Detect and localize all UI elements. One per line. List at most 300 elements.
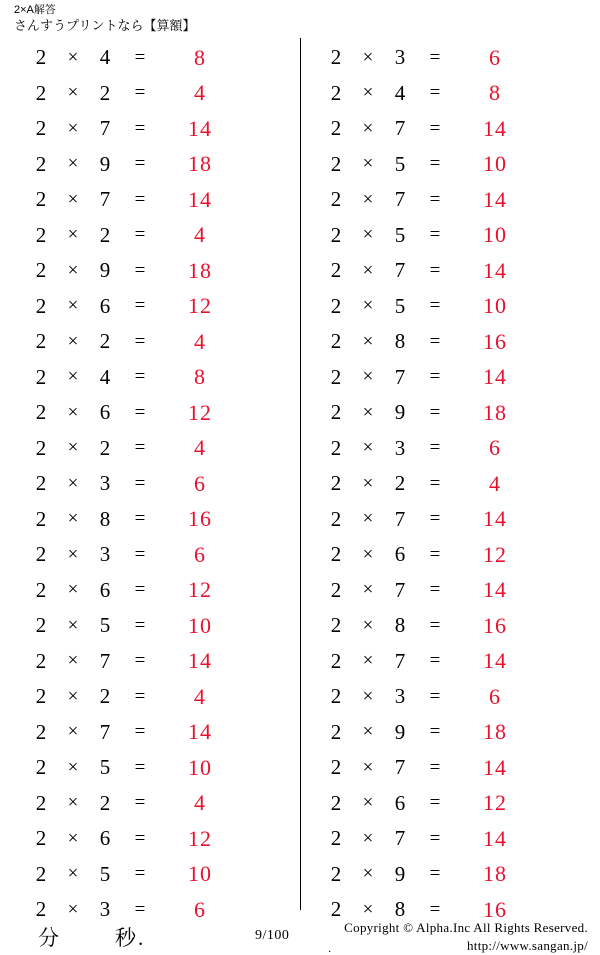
multiply-icon: × (67, 472, 79, 494)
problem-row (0, 715, 300, 751)
operand-b: 7 (394, 116, 406, 141)
operand-b: 3 (99, 471, 111, 496)
multiply-icon: × (362, 898, 374, 920)
equals-icon: = (429, 756, 441, 778)
equals-icon: = (429, 792, 441, 814)
multiply-icon: × (362, 295, 374, 317)
multiply-icon: × (67, 543, 79, 565)
multiply-icon: × (67, 650, 79, 672)
multiply-icon: × (67, 330, 79, 352)
problem-row (301, 253, 600, 289)
equals-icon: = (134, 827, 146, 849)
problem-columns (0, 38, 600, 922)
problem-row (301, 821, 600, 857)
operand-b: 4 (394, 80, 406, 105)
answer-value: 10 (188, 861, 212, 887)
operand-b: 3 (394, 435, 406, 460)
multiply-icon: × (67, 153, 79, 175)
operand-b: 2 (99, 222, 111, 247)
equals-icon: = (429, 543, 441, 565)
operand-a: 2 (35, 755, 47, 780)
multiply-icon: × (362, 792, 374, 814)
operand-b: 8 (394, 897, 406, 922)
operand-b: 4 (99, 45, 111, 70)
answer-value: 6 (194, 541, 206, 567)
answer-value: 14 (483, 186, 507, 212)
operand-a: 2 (330, 648, 342, 673)
answer-value: 4 (194, 435, 206, 461)
problem-row (0, 324, 300, 360)
operand-a: 2 (35, 613, 47, 638)
operand-a: 2 (35, 826, 47, 851)
equals-icon: = (429, 224, 441, 246)
multiply-icon: × (362, 259, 374, 281)
equals-icon: = (429, 508, 441, 530)
operand-a: 2 (330, 329, 342, 354)
equals-icon: = (134, 295, 146, 317)
multiply-icon: × (362, 863, 374, 885)
equals-icon: = (134, 792, 146, 814)
multiply-icon: × (362, 330, 374, 352)
operand-a: 2 (35, 116, 47, 141)
multiply-icon: × (67, 721, 79, 743)
multiply-icon: × (362, 366, 374, 388)
operand-a: 2 (330, 684, 342, 709)
operand-a: 2 (330, 116, 342, 141)
operand-b: 2 (99, 80, 111, 105)
equals-icon: = (429, 863, 441, 885)
problem-row (301, 111, 600, 147)
multiply-icon: × (362, 46, 374, 68)
answer-value: 14 (483, 577, 507, 603)
problem-row (301, 715, 600, 751)
problem-row (301, 679, 600, 715)
problem-row (0, 821, 300, 857)
answer-value: 4 (194, 222, 206, 248)
operand-a: 2 (330, 471, 342, 496)
operand-b: 9 (394, 400, 406, 425)
equals-icon: = (134, 614, 146, 636)
equals-icon: = (429, 188, 441, 210)
operand-b: 7 (394, 755, 406, 780)
answer-value: 6 (489, 683, 501, 709)
multiply-icon: × (67, 188, 79, 210)
equals-icon: = (134, 366, 146, 388)
problem-row (301, 608, 600, 644)
operand-a: 2 (35, 861, 47, 886)
equals-icon: = (134, 685, 146, 707)
minutes-label: 分 (38, 926, 61, 950)
operand-b: 2 (99, 684, 111, 709)
equals-icon: = (134, 721, 146, 743)
multiply-icon: × (362, 721, 374, 743)
operand-a: 2 (330, 293, 342, 318)
answer-value: 18 (483, 719, 507, 745)
problem-row (0, 466, 300, 502)
multiply-icon: × (67, 82, 79, 104)
equals-icon: = (134, 46, 146, 68)
answer-value: 14 (483, 115, 507, 141)
problem-row (301, 76, 600, 112)
problem-row (301, 786, 600, 822)
operand-b: 7 (394, 506, 406, 531)
operand-a: 2 (35, 364, 47, 389)
header-subtitle: さんすうプリントなら【算額】 (14, 18, 196, 33)
answer-value: 16 (483, 896, 507, 922)
problem-row (0, 573, 300, 609)
multiply-icon: × (362, 579, 374, 601)
time-record (38, 922, 228, 952)
equals-icon: = (134, 472, 146, 494)
multiply-icon: × (362, 827, 374, 849)
answer-value: 10 (188, 754, 212, 780)
answer-value: 16 (483, 328, 507, 354)
equals-icon: = (429, 685, 441, 707)
operand-b: 3 (99, 897, 111, 922)
problem-row (0, 111, 300, 147)
problem-row (301, 395, 600, 431)
multiply-icon: × (362, 685, 374, 707)
operand-b: 7 (394, 577, 406, 602)
problem-row (301, 431, 600, 467)
multiply-icon: × (67, 508, 79, 530)
problem-row (0, 147, 300, 183)
equals-icon: = (429, 898, 441, 920)
problem-row (0, 395, 300, 431)
problem-row (0, 857, 300, 893)
equals-icon: = (134, 117, 146, 139)
multiply-icon: × (362, 401, 374, 423)
operand-b: 4 (99, 364, 111, 389)
equals-icon: = (134, 401, 146, 423)
answer-value: 14 (188, 719, 212, 745)
operand-b: 2 (99, 435, 111, 460)
problem-row (301, 182, 600, 218)
problem-row (0, 644, 300, 680)
multiply-icon: × (67, 685, 79, 707)
operand-b: 8 (394, 613, 406, 638)
answer-value: 16 (483, 612, 507, 638)
problem-row (301, 502, 600, 538)
problem-row (0, 360, 300, 396)
operand-a: 2 (35, 719, 47, 744)
multiply-icon: × (67, 46, 79, 68)
answer-value: 4 (194, 80, 206, 106)
equals-icon: = (134, 508, 146, 530)
copyright-text: Copyright © Alpha.Inc All Rights Reserved. (344, 920, 588, 935)
equals-icon: = (429, 472, 441, 494)
multiply-icon: × (67, 366, 79, 388)
problem-row (301, 573, 600, 609)
operand-a: 2 (330, 826, 342, 851)
answer-value: 4 (194, 683, 206, 709)
equals-icon: = (134, 898, 146, 920)
answer-value: 14 (483, 257, 507, 283)
operand-a: 2 (330, 755, 342, 780)
answer-value: 6 (489, 44, 501, 70)
equals-icon: = (429, 46, 441, 68)
operand-b: 9 (394, 719, 406, 744)
operand-a: 2 (330, 790, 342, 815)
operand-a: 2 (330, 719, 342, 744)
multiply-icon: × (67, 117, 79, 139)
operand-b: 3 (99, 542, 111, 567)
operand-a: 2 (35, 577, 47, 602)
equals-icon: = (429, 650, 441, 672)
equals-icon: = (134, 863, 146, 885)
answer-value: 10 (483, 151, 507, 177)
multiply-icon: × (362, 543, 374, 565)
multiply-icon: × (67, 437, 79, 459)
operand-b: 6 (99, 577, 111, 602)
page-header (14, 0, 584, 34)
equals-icon: = (134, 82, 146, 104)
operand-a: 2 (35, 329, 47, 354)
problem-row (301, 537, 600, 573)
answer-value: 14 (483, 754, 507, 780)
operand-a: 2 (35, 80, 47, 105)
operand-a: 2 (35, 400, 47, 425)
operand-a: 2 (35, 506, 47, 531)
problem-row (0, 40, 300, 76)
equals-icon: = (429, 295, 441, 317)
problem-row (0, 76, 300, 112)
multiply-icon: × (67, 792, 79, 814)
operand-b: 2 (99, 329, 111, 354)
equals-icon: = (429, 721, 441, 743)
operand-a: 2 (330, 187, 342, 212)
operand-a: 2 (330, 861, 342, 886)
operand-a: 2 (330, 577, 342, 602)
multiply-icon: × (67, 827, 79, 849)
operand-b: 5 (394, 151, 406, 176)
answer-value: 14 (483, 364, 507, 390)
operand-a: 2 (330, 400, 342, 425)
multiply-icon: × (362, 188, 374, 210)
problem-row (0, 431, 300, 467)
problem-row (301, 147, 600, 183)
answer-value: 4 (194, 328, 206, 354)
problem-row (301, 750, 600, 786)
operand-a: 2 (35, 471, 47, 496)
multiply-icon: × (362, 437, 374, 459)
problem-row (0, 608, 300, 644)
equals-icon: = (134, 437, 146, 459)
problem-row (301, 40, 600, 76)
page-number: 9/100 (255, 928, 290, 943)
problem-column-right (300, 38, 600, 922)
multiply-icon: × (67, 579, 79, 601)
equals-icon: = (429, 614, 441, 636)
multiply-icon: × (362, 650, 374, 672)
operand-a: 2 (330, 542, 342, 567)
operand-b: 7 (394, 187, 406, 212)
operand-b: 7 (394, 648, 406, 673)
multiply-icon: × (67, 224, 79, 246)
operand-a: 2 (330, 364, 342, 389)
multiply-icon: × (67, 259, 79, 281)
operand-b: 8 (394, 329, 406, 354)
equals-icon: = (134, 259, 146, 281)
problem-row (301, 289, 600, 325)
answer-value: 4 (194, 790, 206, 816)
equals-icon: = (429, 82, 441, 104)
problem-row (301, 466, 600, 502)
answer-value: 14 (188, 115, 212, 141)
multiply-icon: × (67, 863, 79, 885)
answer-value: 18 (483, 399, 507, 425)
answer-value: 14 (483, 825, 507, 851)
multiply-icon: × (67, 614, 79, 636)
equals-icon: = (429, 330, 441, 352)
answer-value: 6 (194, 896, 206, 922)
operand-b: 9 (394, 861, 406, 886)
problem-row (0, 786, 300, 822)
equals-icon: = (134, 153, 146, 175)
seconds-label: 秒. (115, 926, 146, 950)
answer-value: 18 (188, 151, 212, 177)
problem-row (301, 324, 600, 360)
operand-b: 7 (99, 648, 111, 673)
problem-row (301, 218, 600, 254)
multiply-icon: × (67, 401, 79, 423)
equals-icon: = (429, 579, 441, 601)
answer-value: 12 (483, 790, 507, 816)
operand-a: 2 (35, 45, 47, 70)
equals-icon: = (134, 650, 146, 672)
answer-value: 14 (483, 506, 507, 532)
operand-a: 2 (35, 542, 47, 567)
problem-row (301, 857, 600, 893)
header-title: 2×A解答 (14, 4, 56, 16)
answer-value: 4 (489, 470, 501, 496)
answer-value: 18 (188, 257, 212, 283)
website-url: http://www.sangan.jp/ (466, 938, 588, 953)
operand-b: 7 (394, 826, 406, 851)
operand-b: 2 (394, 471, 406, 496)
operand-b: 7 (99, 187, 111, 212)
multiply-icon: × (362, 153, 374, 175)
operand-a: 2 (330, 222, 342, 247)
operand-b: 5 (99, 755, 111, 780)
problem-row (0, 537, 300, 573)
operand-b: 6 (99, 400, 111, 425)
operand-a: 2 (330, 45, 342, 70)
multiply-icon: × (362, 756, 374, 778)
operand-b: 9 (99, 258, 111, 283)
answer-value: 8 (194, 364, 206, 390)
answer-value: 18 (483, 861, 507, 887)
answer-value: 10 (483, 293, 507, 319)
operand-b: 9 (99, 151, 111, 176)
operand-a: 2 (35, 222, 47, 247)
operand-b: 6 (99, 826, 111, 851)
page-footer (0, 910, 600, 954)
answer-value: 14 (188, 648, 212, 674)
operand-b: 7 (394, 364, 406, 389)
answer-value: 14 (483, 648, 507, 674)
equals-icon: = (134, 756, 146, 778)
equals-icon: = (134, 579, 146, 601)
multiply-icon: × (362, 472, 374, 494)
operand-a: 2 (330, 613, 342, 638)
multiply-icon: × (362, 614, 374, 636)
operand-a: 2 (35, 435, 47, 460)
answer-value: 12 (188, 577, 212, 603)
operand-b: 8 (99, 506, 111, 531)
operand-b: 3 (394, 45, 406, 70)
operand-b: 3 (394, 684, 406, 709)
problem-row (301, 644, 600, 680)
operand-a: 2 (330, 80, 342, 105)
problem-row (0, 253, 300, 289)
page-dot: . (328, 941, 332, 955)
operand-a: 2 (35, 897, 47, 922)
answer-value: 10 (483, 222, 507, 248)
answer-value: 12 (188, 293, 212, 319)
equals-icon: = (134, 543, 146, 565)
multiply-icon: × (67, 898, 79, 920)
operand-b: 7 (99, 719, 111, 744)
problem-row (301, 360, 600, 396)
answer-value: 14 (188, 186, 212, 212)
equals-icon: = (429, 366, 441, 388)
problem-row (0, 679, 300, 715)
answer-value: 6 (194, 470, 206, 496)
answer-value: 12 (188, 399, 212, 425)
operand-a: 2 (330, 897, 342, 922)
equals-icon: = (134, 188, 146, 210)
operand-a: 2 (35, 790, 47, 815)
operand-b: 5 (394, 222, 406, 247)
answer-value: 10 (188, 612, 212, 638)
operand-b: 6 (394, 790, 406, 815)
equals-icon: = (429, 437, 441, 459)
equals-icon: = (429, 117, 441, 139)
answer-value: 6 (489, 435, 501, 461)
operand-a: 2 (35, 648, 47, 673)
operand-b: 6 (99, 293, 111, 318)
operand-a: 2 (330, 506, 342, 531)
answer-value: 8 (489, 80, 501, 106)
multiply-icon: × (67, 756, 79, 778)
operand-b: 5 (99, 861, 111, 886)
operand-b: 5 (394, 293, 406, 318)
operand-a: 2 (35, 293, 47, 318)
answer-value: 12 (188, 825, 212, 851)
multiply-icon: × (362, 117, 374, 139)
operand-b: 7 (99, 116, 111, 141)
operand-a: 2 (330, 151, 342, 176)
answer-value: 12 (483, 541, 507, 567)
operand-a: 2 (330, 258, 342, 283)
equals-icon: = (429, 827, 441, 849)
answer-value: 8 (194, 44, 206, 70)
problem-row (0, 182, 300, 218)
operand-a: 2 (35, 684, 47, 709)
problem-row (0, 218, 300, 254)
answer-value: 16 (188, 506, 212, 532)
equals-icon: = (429, 259, 441, 281)
problem-row (0, 289, 300, 325)
equals-icon: = (134, 330, 146, 352)
operand-a: 2 (35, 151, 47, 176)
multiply-icon: × (362, 508, 374, 530)
equals-icon: = (134, 224, 146, 246)
equals-icon: = (429, 401, 441, 423)
operand-a: 2 (330, 435, 342, 460)
problem-row (0, 750, 300, 786)
